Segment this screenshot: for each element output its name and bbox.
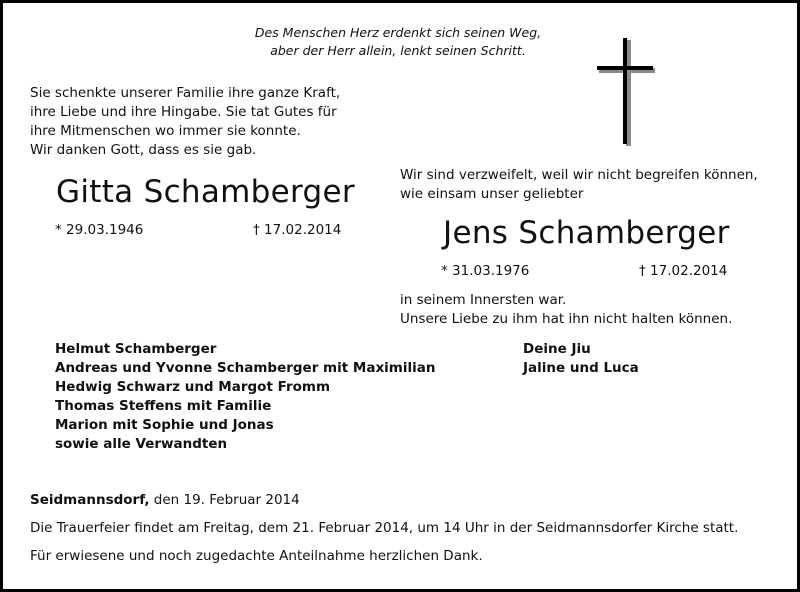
inner-line: in seinem Innersten war. — [400, 292, 567, 308]
inner-text — [400, 291, 732, 329]
place-date — [30, 491, 300, 509]
tribute-line: ihre Mitmenschen wo immer sie konnte. — [30, 123, 301, 139]
lament-text — [400, 166, 758, 204]
mourner: Deine Jiu — [523, 341, 591, 357]
inner-line: Unsere Liebe zu ihm hat ihn nicht halten können. — [400, 311, 733, 327]
funeral-info: Die Trauerfeier findet am Freitag, dem 21. Februar 2014, um 14 Uhr in der Seidmannsdorfer Kirche statt. — [30, 520, 739, 536]
mourner: sowie alle Verwandten — [55, 436, 228, 452]
birth-date-gitta: * 29.03.1946 — [55, 222, 144, 238]
tribute-line: Wir danken Gott, dass es sie gab. — [30, 142, 257, 158]
mourner: Thomas Steffens mit Familie — [55, 398, 272, 414]
lament-line: wie einsam unser geliebter — [400, 186, 584, 202]
bible-verse — [203, 24, 593, 59]
mourner: Jaline und Luca — [523, 360, 639, 376]
mourner: Marion mit Sophie und Jonas — [55, 417, 274, 433]
tribute-text — [30, 84, 340, 160]
verse-line: Des Menschen Herz erdenkt sich seinen Weg, — [254, 25, 542, 40]
deceased-name-jens: Jens Schamberger — [443, 215, 730, 251]
mourners-list-right — [523, 340, 639, 378]
verse-line: aber der Herr allein, lenkt seinen Schritt. — [270, 42, 526, 58]
tribute-line: ihre Liebe und ihre Hingabe. Sie tat Gutes für — [30, 104, 337, 120]
death-date-jens: † 17.02.2014 — [639, 263, 728, 279]
mourner: Hedwig Schwarz und Margot Fromm — [55, 379, 331, 395]
mourners-list — [55, 340, 435, 454]
thanks-note: Für erwiesene und noch zugedachte Anteilnahme herzlichen Dank. — [30, 548, 483, 564]
death-date-gitta: † 17.02.2014 — [253, 222, 342, 238]
notice-date: den 19. Februar 2014 — [149, 492, 300, 508]
cross-icon — [597, 38, 655, 146]
deceased-name-gitta: Gitta Schamberger — [56, 174, 355, 210]
mourner: Andreas und Yvonne Schamberger mit Maximilian — [55, 360, 436, 376]
mourner: Helmut Schamberger — [55, 341, 217, 357]
tribute-line: Sie schenkte unserer Familie ihre ganze Kraft, — [30, 85, 341, 101]
lament-line: Wir sind verzweifelt, weil wir nicht begreifen können, — [400, 167, 758, 183]
birth-date-jens: * 31.03.1976 — [441, 263, 530, 279]
place-name: Seidmannsdorf, — [30, 492, 150, 508]
